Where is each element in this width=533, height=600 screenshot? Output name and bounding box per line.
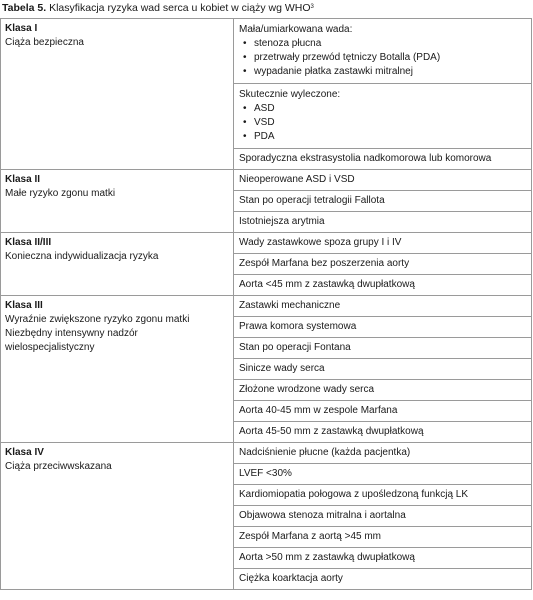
condition-text: Zespół Marfana z aortą >45 mm <box>239 531 382 542</box>
condition-cell <box>234 443 532 464</box>
condition-cell <box>234 464 532 485</box>
class-name: Klasa II <box>5 174 41 185</box>
condition-text: Istotniejsza arytmia <box>239 216 325 227</box>
list-item: • wypadanie płatka zastawki mitralnej <box>254 65 527 79</box>
class-name: Klasa I <box>5 23 38 34</box>
class-description: Konieczna indywidualizacja ryzyka <box>5 251 159 262</box>
condition-cell <box>234 212 532 233</box>
class-name: Klasa III <box>5 300 43 311</box>
condition-cell <box>234 401 532 422</box>
condition-cell <box>234 506 532 527</box>
condition-text: Złożone wrodzone wady serca <box>239 384 375 395</box>
condition-text: Stan po operacji Fontana <box>239 342 351 353</box>
condition-text: LVEF <30% <box>239 468 292 479</box>
condition-text: Objawowa stenoza mitralna i aortalna <box>239 510 406 521</box>
condition-cell <box>234 296 532 317</box>
condition-cell <box>234 19 532 84</box>
list-item: • stenoza płucna <box>254 37 527 51</box>
condition-text: Skutecznie wyleczone: <box>239 89 341 100</box>
class-cell <box>1 233 234 296</box>
caption-label: Tabela 5. <box>2 2 47 14</box>
condition-text: Aorta >50 mm z zastawką dwupłatkową <box>239 552 415 563</box>
list-item: • ASD <box>254 102 527 116</box>
condition-list <box>239 37 527 79</box>
class-description: Małe ryzyko zgonu matki <box>5 188 116 199</box>
condition-text: Nadciśnienie płucne (każda pacjentka) <box>239 447 411 458</box>
condition-cell <box>234 275 532 296</box>
caption-ref: 3 <box>310 4 314 10</box>
class-cell <box>1 296 234 443</box>
condition-text: Ciężka koarktacja aorty <box>239 573 343 584</box>
table-row <box>1 296 532 317</box>
table-row <box>1 19 532 84</box>
list-item: • PDA <box>254 130 527 144</box>
condition-text: Wady zastawkowe spoza grupy I i IV <box>239 237 402 248</box>
condition-text: Mała/umiarkowana wada: <box>239 24 353 35</box>
risk-table-body <box>1 19 532 590</box>
condition-cell <box>234 359 532 380</box>
table-caption <box>2 2 314 15</box>
condition-cell <box>234 191 532 212</box>
condition-text: Zastawki mechaniczne <box>239 300 341 311</box>
list-item: • VSD <box>254 116 527 130</box>
condition-list <box>239 102 527 144</box>
condition-cell <box>234 338 532 359</box>
class-description: Wyraźnie zwiększone ryzyko zgonu matki <box>5 314 190 325</box>
condition-cell <box>234 254 532 275</box>
condition-text: Sinicze wady serca <box>239 363 325 374</box>
condition-text: Zespół Marfana bez poszerzenia aorty <box>239 258 410 269</box>
condition-cell <box>234 317 532 338</box>
condition-text: Stan po operacji tetralogii Fallota <box>239 195 385 206</box>
condition-cell <box>234 527 532 548</box>
class-description: Ciąża bezpieczna <box>5 37 84 48</box>
condition-cell <box>234 84 532 149</box>
condition-cell <box>234 485 532 506</box>
condition-text: Kardiomiopatia połogowa z upośledzoną funkcją LK <box>239 489 469 500</box>
table-row <box>1 233 532 254</box>
class-name: Klasa II/III <box>5 237 52 248</box>
condition-text: Aorta 45-50 mm z zastawką dwupłatkową <box>239 426 424 437</box>
condition-text: Aorta 40-45 mm w zespole Marfana <box>239 405 398 416</box>
condition-text: Nieoperowane ASD i VSD <box>239 174 355 185</box>
condition-cell <box>234 422 532 443</box>
class-description: Ciąża przeciwwskazana <box>5 461 112 472</box>
class-cell <box>1 19 234 170</box>
condition-cell <box>234 170 532 191</box>
condition-cell <box>234 380 532 401</box>
table-row <box>1 170 532 191</box>
condition-text: Prawa komora systemowa <box>239 321 357 332</box>
table-row <box>1 443 532 464</box>
condition-text: Sporadyczna ekstrasystolia nadkomorowa lub komorowa <box>239 153 492 164</box>
class-name: Klasa IV <box>5 447 44 458</box>
list-item: • przetrwały przewód tętniczy Botalla (PDA) <box>254 51 527 65</box>
caption-text: Klasyfikacja ryzyka wad serca u kobiet w ciąży wg WHO <box>46 2 311 14</box>
condition-text: Aorta <45 mm z zastawką dwupłatkową <box>239 279 415 290</box>
condition-cell <box>234 548 532 569</box>
class-cell <box>1 170 234 233</box>
condition-cell <box>234 569 532 590</box>
condition-cell <box>234 149 532 170</box>
condition-cell <box>234 233 532 254</box>
risk-table <box>0 18 532 590</box>
class-cell <box>1 443 234 590</box>
class-description: Niezbędny intensywny nadzór wielospecjalistyczny <box>5 328 138 353</box>
